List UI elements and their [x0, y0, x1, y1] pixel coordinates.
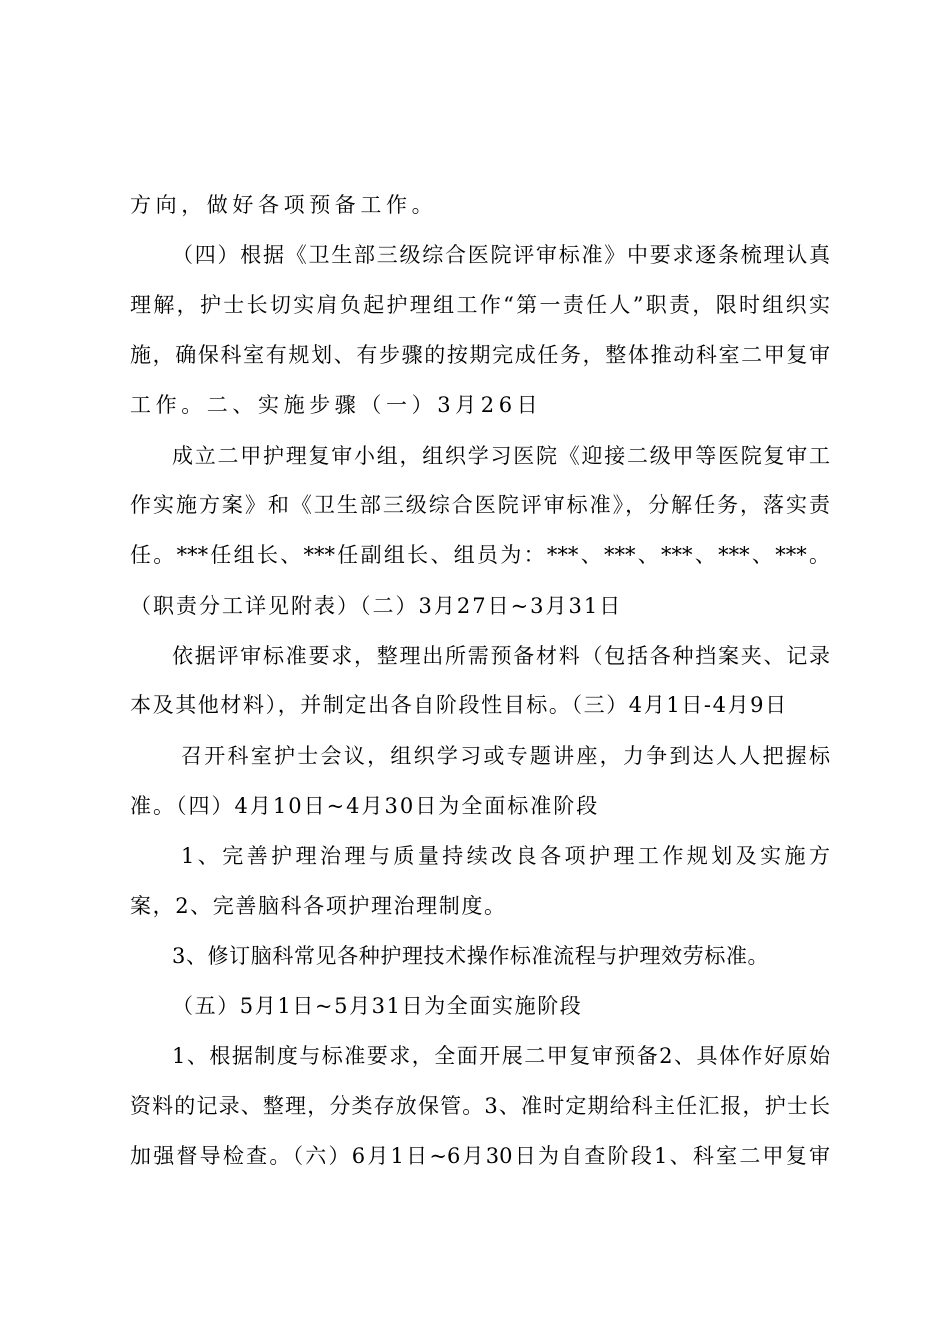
text-line-2: （四）根据《卫生部三级综合医院评审标准》中要求逐条梳理认真 [172, 243, 830, 267]
text-line-6: 成立二甲护理复审小组，组织学习医院《迎接二级甲等医院复审工 [172, 444, 830, 468]
text-line-16: 3、修订脑科常见各种护理技术操作标准流程与护理效劳标准。 [172, 944, 770, 968]
text-line-13: 准。（四）4月10日~4月30日为全面标准阶段 [130, 794, 600, 818]
text-line-12: 召开科室护士会议，组织学习或专题讲座，力争到达人人把握标 [181, 744, 830, 768]
text-line-5: 工作。二、实施步骤（一）3月26日 [130, 393, 543, 417]
text-line-8: 任。***任组长、***任副组长、组员为：***、***、***、***、***。 [130, 543, 830, 567]
text-line-14: 1、完善护理治理与质量持续改良各项护理工作规划及实施方 [181, 844, 830, 868]
text-line-17: （五）5月1日~5月31日为全面实施阶段 [172, 994, 583, 1018]
text-line-19: 资料的记录、整理，分类存放保管。3、准时定期给科主任汇报，护士长 [130, 1094, 830, 1118]
text-line-1: 方向，做好各项预备工作。 [130, 193, 438, 217]
text-line-4: 施，确保科室有规划、有步骤的按期完成任务，整体推动科室二甲复审 [130, 343, 830, 367]
text-line-3: 理解，护士长切实肩负起护理组工作“第一责任人”职责，限时组织实 [130, 293, 830, 317]
text-line-7: 作实施方案》和《卫生部三级综合医院评审标准》，分解任务，落实责 [130, 493, 830, 517]
text-line-18: 1、根据制度与标准要求，全面开展二甲复审预备2、具体作好原始 [172, 1044, 830, 1068]
text-line-20: 加强督导检查。（六）6月1日~6月30日为自查阶段1、科室二甲复审 [130, 1144, 830, 1168]
text-line-10: 依据评审标准要求，整理出所需预备材料（包括各种挡案夹、记录 [172, 644, 830, 668]
text-line-9: （职责分工详见附表）（二）3月27日~3月31日 [130, 594, 623, 618]
text-line-15: 案，2、完善脑科各项护理治理制度。 [130, 894, 507, 918]
text-line-11: 本及其他材料），并制定出各自阶段性目标。（三）4月1日-4月9日 [130, 693, 788, 717]
